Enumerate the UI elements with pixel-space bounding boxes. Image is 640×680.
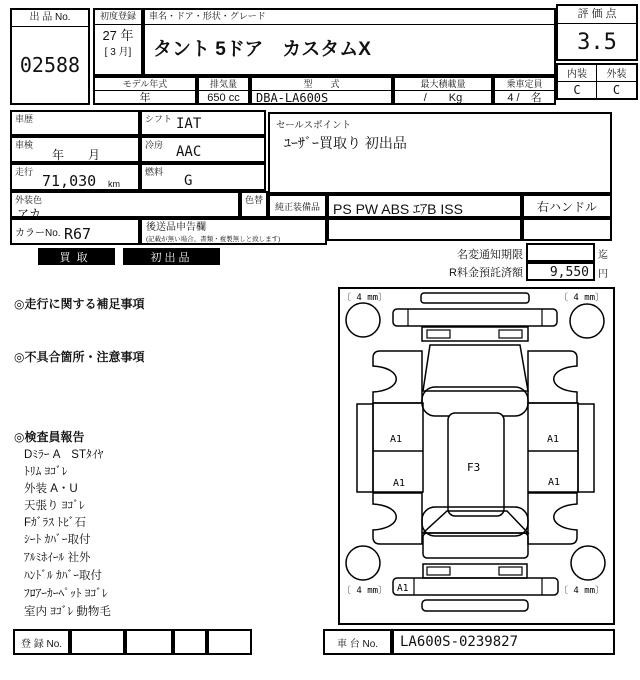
recycle-box [526,262,595,281]
mark-rear-bumper: A1 [397,583,409,594]
auction-no-value: 02588 [19,53,81,77]
mark-left-front-door: A1 [390,434,403,445]
inspector-item: 室内 ﾖｺﾞﾚ 動物毛 [24,606,111,618]
score-label: 評 価 点 [558,6,636,24]
inspector-item: ﾌﾛｱｰｶｰﾍﾟｯﾄ ﾖｺﾞﾚ [24,588,108,600]
mileage-value: 71,030 [42,172,97,190]
reg-no-cell [70,629,125,655]
inspector-item: ｼｰﾄ ｶﾊﾞｰ取付 [24,534,91,546]
inspector-item: Fｶﾞﾗｽ ﾄﾋﾞ石 [24,517,86,529]
recycle-unit: 円 [598,269,608,280]
interior-grade: C [558,82,597,99]
later-docs-box [140,218,327,245]
inspector-item: ﾄﾘﾑ ﾖｺﾞﾚ [24,466,68,478]
running-notes-heading: ◎走行に関する補足事項 [14,297,145,311]
mileage-unit: km [108,179,120,189]
first-listing-badge: 初出品 [123,248,220,265]
reg-no-cell [207,629,252,655]
color-no-box [10,218,140,245]
ac-label: 冷房 [145,140,164,150]
model-code-cell [250,76,393,105]
displacement-value: 650 cc [207,92,240,104]
car-name-box [143,8,556,76]
tread-depth-front-left: 〔 4 mm〕 [342,293,388,303]
chassis-no-value: LA600S-0239827 [400,634,519,650]
inspector-item: ﾊﾝﾄﾞﾙ ｶﾊﾞｰ取付 [24,570,102,582]
defect-notes-heading: ◎不具合箇所・注意事項 [14,350,145,364]
chassis-no-label: 車 台 No. [323,629,392,655]
equipment-label: 純正装備品 [268,194,327,218]
first-registration-box [93,8,143,76]
inspector-item: ｱﾙﾐﾎｲｰﾙ 社外 [24,552,91,564]
displacement-label: 排気量 [199,78,248,91]
handle-empty-box [522,218,612,241]
shift-value: IAT [176,116,202,132]
auction-no-box [10,8,90,105]
reg-no-cell [125,629,173,655]
mark-right-rear-door: A1 [548,477,561,488]
buyback-badge: 買取 [38,248,115,265]
recycle-value: 9,550 [549,265,589,280]
ac-box [140,136,266,163]
exterior-grade: C [612,82,621,97]
max-load-value: / Kg [423,92,463,104]
inspector-item: Dﾐﾗｰ A STﾀｲﾔ [24,449,104,461]
color-change-box [240,191,268,218]
ac-value: AAC [176,144,202,160]
tread-depth-rear-right: 〔 4 mm〕 [559,586,605,596]
shift-label: シフト [145,114,173,124]
max-load-label: 最大積載量 [395,78,491,91]
max-load-cell [393,76,493,105]
car-name-label: 車名・ドア・形状・グレード [145,10,554,25]
capacity-cell [493,76,556,105]
recycle-label: R料金預託済額 [449,267,523,279]
model-code-value: DBA-LA600S [256,91,329,105]
history-box [10,110,140,136]
inspection-value: 年 月 [52,148,101,162]
interior-label: 内装 [558,65,597,82]
tread-depth-rear-left: 〔 4 mm〕 [342,586,388,596]
mark-roof: F3 [467,461,481,474]
sales-point-value: ﾕｰｻﾞｰ買取り 初出品 [284,135,407,151]
inspector-report-heading: ◎検査員報告 [14,430,85,444]
reg-no-label: 登 録 No. [13,629,70,655]
equipment-empty-box [327,218,522,241]
capacity-label: 乗車定員 [495,78,554,91]
first-registration-label: 初度登録 [95,10,141,25]
fuel-box [140,163,266,191]
auction-no-label: 出 品 No. [12,10,88,27]
later-docs-label: 後送品申告欄 [146,222,206,233]
mark-right-front-door: A1 [547,434,560,445]
score-value: 3.5 [577,29,617,55]
name-change-box [526,243,595,262]
score-box [556,4,638,61]
mileage-label: 走行 [15,167,34,177]
exterior-label: 外装 [597,65,636,82]
shift-box [140,110,266,136]
car-name-value: タント 5ドア カスタムX [153,39,371,60]
capacity-value: 4 / 名 [507,92,542,104]
color-no-label: カラーNo. [15,228,61,239]
name-change-label: 名変通知期限 [457,249,523,261]
equipment-box [327,194,522,218]
tread-depth-front-right: 〔 4 mm〕 [559,293,605,303]
color-no-value: R67 [64,225,92,243]
sales-point-box [268,112,612,194]
chassis-no-box [392,629,615,655]
fuel-value: G [184,173,193,189]
model-year-value: 年 [139,92,151,104]
later-docs-note: (記載が無い場合、書類・複製無しと致します) [146,236,281,243]
inspection-box [10,136,140,163]
grade-box [556,63,638,100]
displacement-cell [197,76,250,105]
color-change-label: 色替 [245,195,264,205]
inspector-item: 外装 A・U [24,483,78,495]
history-label: 車歴 [15,114,34,124]
inspection-label: 車検 [15,140,34,150]
equipment-value: PS PW ABS ｴｱB ISS [333,201,463,217]
mileage-box [10,163,140,191]
first-registration-month: [ 3 月] [104,47,132,58]
reg-no-cell [173,629,207,655]
name-change-unit: 迄 [598,250,608,261]
exterior-color-box [10,191,240,221]
exterior-color-value: アカ [17,207,41,221]
exterior-color-label: 外装色 [15,195,43,205]
fuel-label: 燃料 [145,167,164,177]
model-year-label: モデル年式 [95,78,195,91]
first-registration-year: 27 年 [102,28,134,43]
model-year-cell [93,76,197,105]
model-code-label: 型 式 [252,78,391,91]
sales-point-label: セールスポイント [276,120,352,131]
handle-box: 右ハンドル [522,194,612,218]
inspector-item: 天張り ﾖｺﾞﾚ [24,500,85,512]
mark-left-rear-door: A1 [393,478,406,489]
car-damage-diagram [338,287,615,625]
